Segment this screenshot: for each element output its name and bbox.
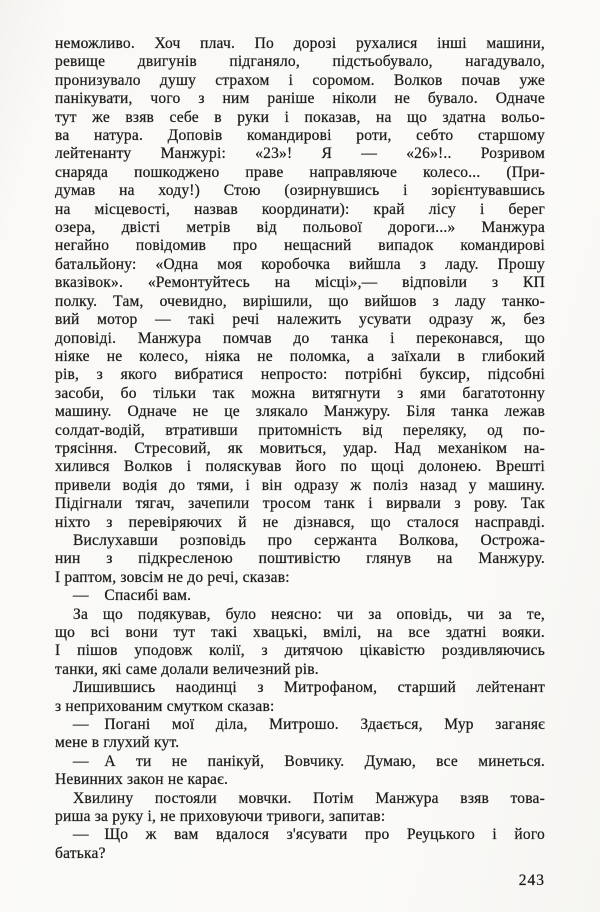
text-line: на місцевості, назвав координати): край лісу і берег [55, 200, 545, 218]
text-line: тут же взяв себе в руки і показав, на що здатна вольо- [55, 108, 545, 126]
paragraph [55, 532, 545, 587]
paragraph [55, 35, 545, 532]
text-line: панікувати, чого з ним раніше ніколи не бувало. Одначе [55, 90, 545, 108]
paragraph [55, 826, 545, 863]
text-line: озера, двісті метрів від польової дороги...» Манжура [55, 219, 545, 237]
text-line: — А ти не панікуй, Вовчику. Думаю, все минеться. [73, 752, 545, 770]
text-line: пронизувало душу страхом і соромом. Волков почав уже [55, 71, 545, 89]
text-line: солдат-водій, втративши притомність від переляку, од по- [55, 421, 545, 439]
text-line: лейтенанту Манжурі: «23»! Я — «26»!.. Розривом [55, 145, 545, 163]
text-line: мене в глухий кут. [55, 734, 180, 752]
text-line: батька? [55, 844, 106, 862]
text-line: снаряда пошкоджено праве направляюче колесо... (При- [55, 163, 545, 181]
text-line: — Погані мої діла, Митрошо. Здається, Мур заганяє [73, 716, 545, 734]
paragraph [55, 716, 545, 753]
text-line: риша за руку і, не приховуючи тривоги, запитав: [55, 808, 386, 826]
text-line: танки, які саме долали величезний рів. [55, 660, 319, 678]
text-line: — Що ж вам вдалося з'ясувати про Реуцького і його [73, 826, 545, 844]
text-line: нин з підкресленою поштивістю глянув на Манжуру. [55, 550, 545, 568]
text-line: За що подякував, було неясно: чи за оповідь, чи за те, [73, 605, 545, 623]
page-number: 243 [518, 872, 545, 889]
text-line: рів, з якого вибратися непросто: потрібні буксир, підсобні [55, 366, 545, 384]
text-line: що всі вони тут такі хвацькі, вмілі, на все здатні вояки. [55, 624, 545, 641]
paragraph [55, 606, 545, 680]
text-block [55, 35, 545, 863]
text-line: ніхто з перевіряючих й не дізнався, що сталося насправді. [55, 513, 545, 531]
text-line: Невинних закон не карає. [55, 771, 229, 789]
text-line: негайно повідомив про нещасний випадок командирові [55, 237, 545, 255]
text-line: доповіді. Манжура помчав до танка і переконався, що [55, 329, 545, 347]
paragraph [55, 790, 545, 827]
text-line: ніяке не колесо, ніяка не поломка, а заїхали в глибокий [55, 347, 545, 365]
text-line: Вислухавши розповідь про сержанта Волкова, Острожа- [73, 531, 545, 549]
paragraph [55, 753, 545, 790]
text-line: І пішов уподовж колії, з дитячою цікавістю роздивляючись [55, 642, 545, 660]
text-line: І раптом, зовсім не до речі, сказав: [55, 568, 290, 586]
paragraph [55, 679, 545, 716]
text-line: Лишившись наодинці з Митрофаном, старший лейтенант [73, 679, 545, 697]
text-line: Хвилину постояли мовчки. Потім Манжура взяв това- [73, 789, 545, 807]
text-line: думав на ходу!) Стою (озирнувшись і зорієнтувавшись [55, 182, 545, 200]
text-line: полку. Там, очевидно, вирішили, що вийшов з ладу танко- [55, 292, 545, 310]
text-line: привели водія до тями, і він одразу ж поліз назад у машину. [55, 476, 545, 494]
paragraph [55, 587, 545, 605]
text-line: вий мотор — такі речі належить усувати одразу ж, без [55, 311, 545, 329]
text-line: ва натура. Доповів командирові роти, себто старшому [55, 127, 545, 145]
text-line: батальйону: «Одна моя коробочка вийшла з ладу. Прошу [55, 255, 545, 273]
text-line: з неприхованим смутком сказав: [55, 697, 275, 715]
text-line: — Спасибі вам. [73, 587, 192, 605]
text-line: Підігнали тягач, зачепили тросом танк і вирвали з рову. Так [55, 495, 545, 513]
text-line: засоби, бо тільки так можна витягнути з ями багатотонну [55, 384, 545, 402]
text-line: вказівок». «Ремонтуйтесь на місці»,— відповіли з КП [55, 274, 545, 292]
text-line: ревище двигунів підганяло, підстьобувало, нагадувало, [55, 53, 545, 71]
text-line: хилився Волков і поляскував його по щоці долонею. Врешті [55, 458, 545, 476]
text-line: машину. Одначе не це злякало Манжуру. Біля танка лежав [55, 403, 545, 421]
text-line: трясіння. Стресовий, як мовиться, удар. Над механіком на- [55, 439, 545, 457]
text-line: неможливо. Хоч плач. По дорозі рухалися інші машини, [55, 35, 545, 52]
